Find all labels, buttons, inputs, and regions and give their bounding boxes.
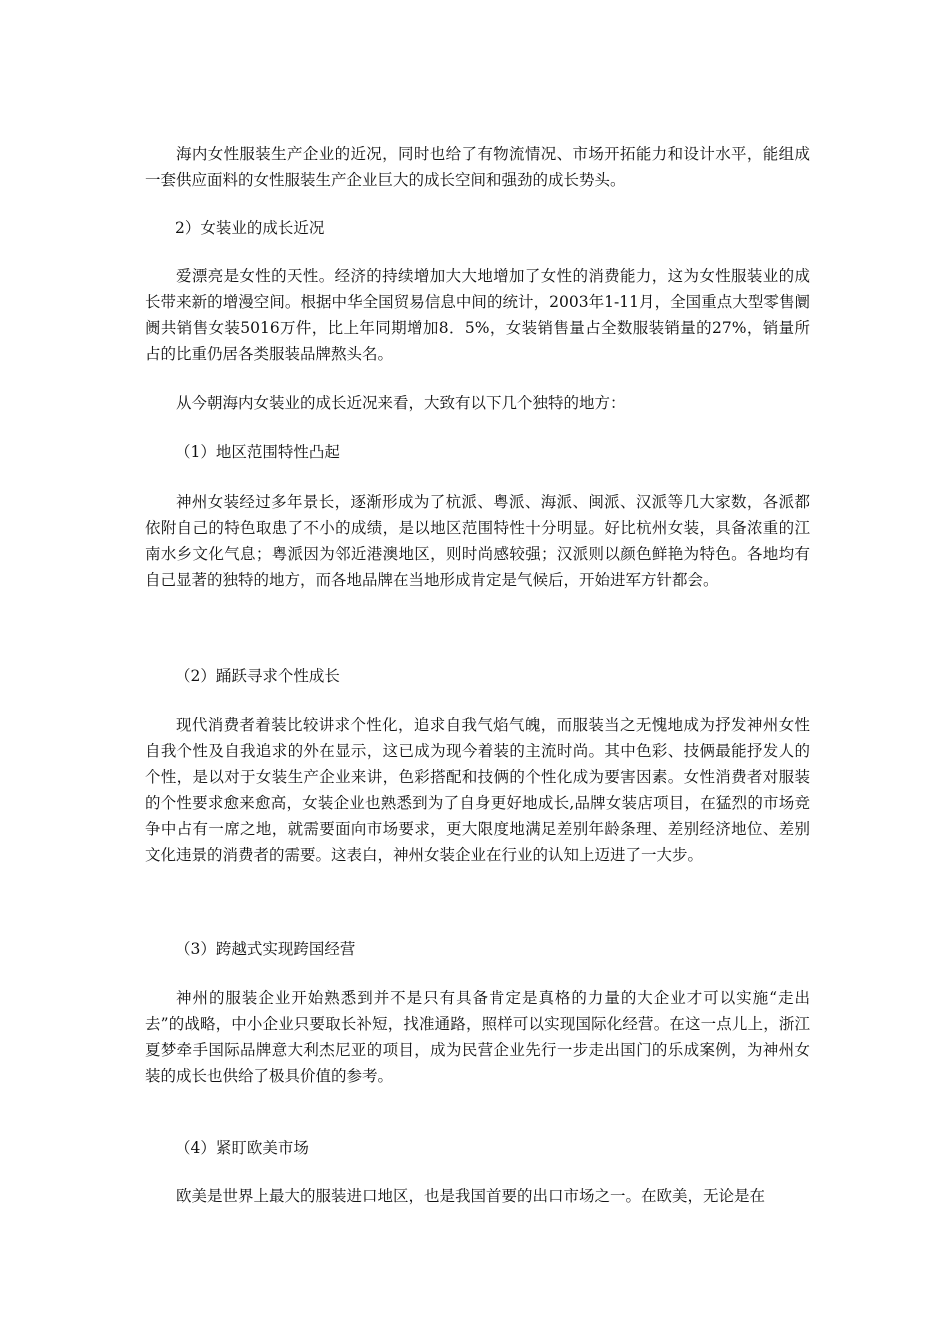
paragraph-western-markets: 欧美是世界上最大的服装进口地区，也是我国首要的出口市场之一。在欧美，无论是在 [176,1187,766,1205]
paragraph-womenswear-growth: 爱漂亮是女性的天性。经济的持续增加大大地增加了女性的消费能力，这为女性服装业的成长带来新的增漫空间。根据中华全国贸易信息中间的统计，2003年1-11月，全国重点大型零售阛阓共销售女装5016万件，比上年同期增加8．5%，女装销售量占全数服装销量的27%，销量所占的比重仍居各类服装品牌熬头名。 [145,267,810,363]
subheading-individuality: （2）踊跃寻求个性成长 [175,667,340,685]
subheading-western-markets: （4）紧盯欧美市场 [175,1139,309,1157]
subheading-regional-features: （1）地区范围特性凸起 [175,443,340,461]
section-heading-womenswear-status: 2）女装业的成长近况 [175,219,325,237]
paragraph-individuality: 现代消费者着装比较讲求个性化，追求自我气焰气魄，而服装当之无愧地成为抒发神州女性自我个性及自我追求的外在显示，这已成为现今着装的主流时尚。其中色彩、技俩最能抒发人的个性，是以对于女装生产企业来讲，色彩搭配和技俩的个性化成为要害因素。女性消费者对服装的个性要求愈来愈高，女装企业也熟悉到为了自身更好地成长,品牌女装店项目，在猛烈的市场竞争中占有一席之地，就需要面向市场要求，更大限度地满足差别年龄条理、差别经济地位、差别文化违景的消费者的需要。这表白，神州女装企业在行业的认知上迈进了一大步。 [145,716,810,864]
paragraph-intro: 海内女性服装生产企业的近况，同时也给了有物流情况、市场开拓能力和设计水平，能组成一套供应面料的女性服装生产企业巨大的成长空间和强劲的成长势头。 [145,145,810,189]
paragraph-features-lead: 从今朝海内女装业的成长近况来看，大致有以下几个独特的地方： [176,394,626,412]
subheading-cross-border: （3）跨越式实现跨国经营 [175,940,356,958]
paragraph-cross-border: 神州的服装企业开始熟悉到并不是只有具备肯定是真格的力量的大企业才可以实施“走出去”的战略，中小企业只要取长补短，找准通路，照样可以实现国际化经营。在这一点儿上，浙江夏梦牵手国际品牌意大利杰尼亚的项目，成为民营企业先行一步走出国门的乐成案例，为神州女装的成长也供给了极具价值的参考。 [145,989,810,1085]
paragraph-regional-features: 神州女装经过多年景长，逐渐形成为了杭派、粤派、海派、闽派、汉派等几大家数，各派都依附自己的特色取患了不小的成绩，是以地区范围特性十分明显。好比杭州女装，具备浓重的江南水乡文化气息；粤派因为邻近港澳地区，则时尚感较强；汉派则以颜色鲜艳为特色。各地均有自己显著的独特的地方，而各地品牌在当地形成肯定是气候后，开始进军方针都会。 [145,493,810,589]
